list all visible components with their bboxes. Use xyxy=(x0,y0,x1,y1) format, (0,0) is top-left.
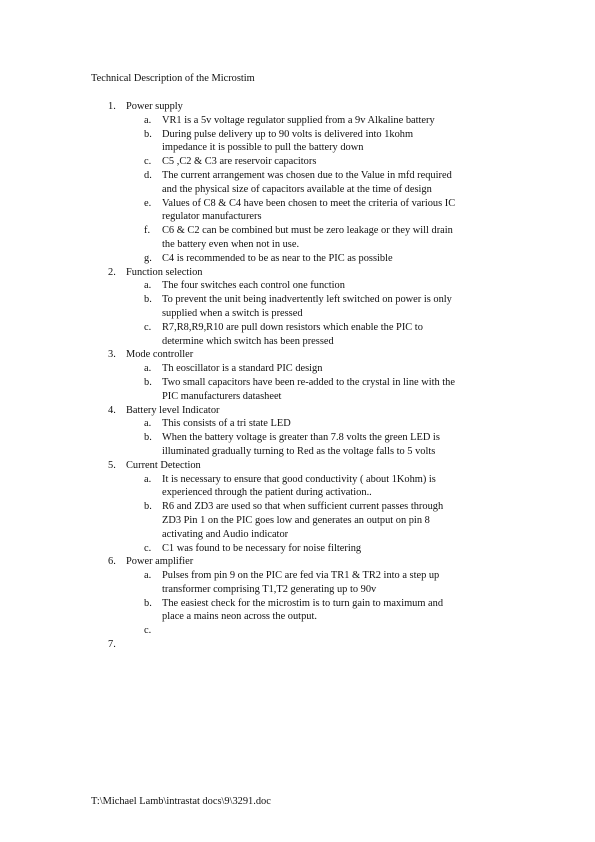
sub-item-letter: c. xyxy=(144,321,152,333)
sub-item-text: transformer comprising T1,T2 generating up to 90v xyxy=(162,583,377,595)
sub-item xyxy=(126,542,511,556)
sub-item-text: supplied when a switch is pressed xyxy=(162,307,303,319)
section-number: 3. xyxy=(108,349,116,361)
section-heading xyxy=(126,638,511,652)
sub-item-list xyxy=(126,279,511,348)
sub-item-letter: a. xyxy=(144,280,152,292)
sub-item-text: C5 ,C2 & C3 are reservoir capacitors xyxy=(162,156,317,168)
sub-item-list xyxy=(126,114,511,266)
sub-item-text: Two small capacitors have been re-added to the crystal in line with the xyxy=(162,376,455,388)
sub-item xyxy=(126,431,511,459)
sub-item-letter: c. xyxy=(144,156,152,168)
section-number: 7. xyxy=(108,639,116,651)
sub-item-text: R7,R8,R9,R10 are pull down resistors which enable the PIC to xyxy=(162,321,423,333)
sub-item-letter: a. xyxy=(144,473,152,485)
outline-section xyxy=(91,266,511,349)
sub-item xyxy=(126,155,511,169)
sub-item-text: impedance it is possible to pull the battery down xyxy=(162,142,364,154)
sub-item-letter: b. xyxy=(144,432,152,444)
section-heading: Current Detection xyxy=(126,459,201,471)
sub-item-letter: a. xyxy=(144,570,152,582)
sub-item-letter: a. xyxy=(144,418,152,430)
sub-item xyxy=(126,473,511,501)
sub-item-text: Th eoscillator is a standard PIC design xyxy=(162,363,323,375)
sub-item xyxy=(126,197,511,225)
section-number: 5. xyxy=(108,459,116,471)
sub-item-text: This consists of a tri state LED xyxy=(162,418,291,430)
sub-item-list xyxy=(126,569,511,638)
sub-item-letter: g. xyxy=(144,252,152,264)
sub-item xyxy=(126,169,511,197)
sub-item xyxy=(126,417,511,431)
section-heading: Function selection xyxy=(126,266,203,278)
outline-section xyxy=(91,555,511,638)
document-title: Technical Description of the Microstim xyxy=(91,73,255,84)
outline-section xyxy=(91,100,511,266)
sub-item-text: place a mains neon across the output. xyxy=(162,611,317,623)
sub-item-letter: b. xyxy=(144,376,152,388)
sub-item-letter: a. xyxy=(144,114,152,126)
sub-item-letter: f. xyxy=(144,225,151,237)
section-heading: Battery level Indicator xyxy=(126,404,220,416)
sub-item-text: The current arrangement was chosen due to the Value in mfd required xyxy=(162,169,452,181)
sub-item-text: experienced through the patient during activation.. xyxy=(162,487,372,499)
sub-item xyxy=(126,293,511,321)
outline-section xyxy=(91,459,511,556)
sub-item-letter: b. xyxy=(144,501,152,513)
sub-item-text: Pulses from pin 9 on the PIC are fed via TR1 & TR2 into a step up xyxy=(162,570,440,582)
section-heading: Mode controller xyxy=(126,349,194,361)
sub-item xyxy=(126,114,511,128)
outline-section xyxy=(91,404,511,459)
sub-item-letter: d. xyxy=(144,169,152,181)
sub-item-list xyxy=(126,362,511,403)
section-heading: Power amplifier xyxy=(126,556,194,568)
sub-item-text: and the physical size of capacitors available at the time of design xyxy=(162,183,432,195)
sub-item-text: the battery even when not in use. xyxy=(162,238,300,250)
sub-item xyxy=(126,321,511,349)
outline-section xyxy=(91,638,511,652)
sub-item-list xyxy=(126,473,511,556)
sub-item-text: VR1 is a 5v voltage regulator supplied from a 9v Alkaline battery xyxy=(162,114,435,126)
sub-item xyxy=(126,252,511,266)
sub-item-list xyxy=(126,417,511,458)
section-number: 6. xyxy=(108,556,116,568)
sub-item-text: illuminated gradually turning to Red as the voltage falls to 5 volts xyxy=(162,445,436,457)
sub-item-text: ZD3 Pin 1 on the PIC goes low and generates an output on pin 8 xyxy=(162,514,430,526)
sub-item xyxy=(126,597,511,625)
sub-item-text: To prevent the unit being inadvertently left switched on power is only xyxy=(162,294,452,306)
numbered-outline xyxy=(91,100,511,652)
sub-item-text: The four switches each control one function xyxy=(162,280,345,292)
outline-section xyxy=(91,348,511,403)
sub-item-letter: b. xyxy=(144,597,152,609)
sub-item-text: regulator manufacturers xyxy=(162,211,262,223)
section-number: 1. xyxy=(108,101,116,112)
sub-item-text: C1 was found to be necessary for noise filtering xyxy=(162,542,362,554)
sub-item-letter: b. xyxy=(144,128,152,140)
sub-item xyxy=(126,376,511,404)
sub-item xyxy=(126,569,511,597)
sub-item-text: It is necessary to ensure that good conductivity ( about 1Kohm) is xyxy=(162,473,436,485)
sub-item xyxy=(126,224,511,252)
sub-item xyxy=(126,128,511,156)
sub-item-text: C4 is recommended to be as near to the PIC as possible xyxy=(162,252,393,264)
sub-item xyxy=(126,362,511,376)
sub-item-text: R6 and ZD3 are used so that when sufficient current passes through xyxy=(162,501,444,513)
sub-item-letter: e. xyxy=(144,197,152,209)
sub-item-text: Values of C8 & C4 have been chosen to meet the criteria of various IC xyxy=(162,197,456,209)
sub-item-letter: c. xyxy=(144,542,152,554)
sub-item-text: PIC manufacturers datasheet xyxy=(162,390,282,402)
sub-item-text: determine which switch has been pressed xyxy=(162,335,334,347)
section-heading: Power supply xyxy=(126,101,183,112)
sub-item-text: During pulse delivery up to 90 volts is delivered into 1kohm xyxy=(162,128,414,140)
sub-item-text: The easiest check for the microstim is to turn gain to maximum and xyxy=(162,597,444,609)
sub-item-letter: b. xyxy=(144,294,152,306)
sub-item-text: When the battery voltage is greater than 7.8 volts the green LED is xyxy=(162,432,440,444)
sub-item-letter: a. xyxy=(144,363,152,375)
sub-item xyxy=(126,279,511,293)
section-number: 4. xyxy=(108,404,116,416)
sub-item-text xyxy=(162,624,511,638)
sub-item-text: activating and Audio indicator xyxy=(162,528,289,540)
section-number: 2. xyxy=(108,266,116,278)
sub-item xyxy=(126,624,511,638)
sub-item-letter: c. xyxy=(144,625,152,637)
file-path-footer: T:\Michael Lamb\intrastat docs\9\3291.doc xyxy=(91,796,271,807)
sub-item xyxy=(126,500,511,541)
sub-item-text: C6 & C2 can be combined but must be zero leakage or they will drain xyxy=(162,225,453,237)
